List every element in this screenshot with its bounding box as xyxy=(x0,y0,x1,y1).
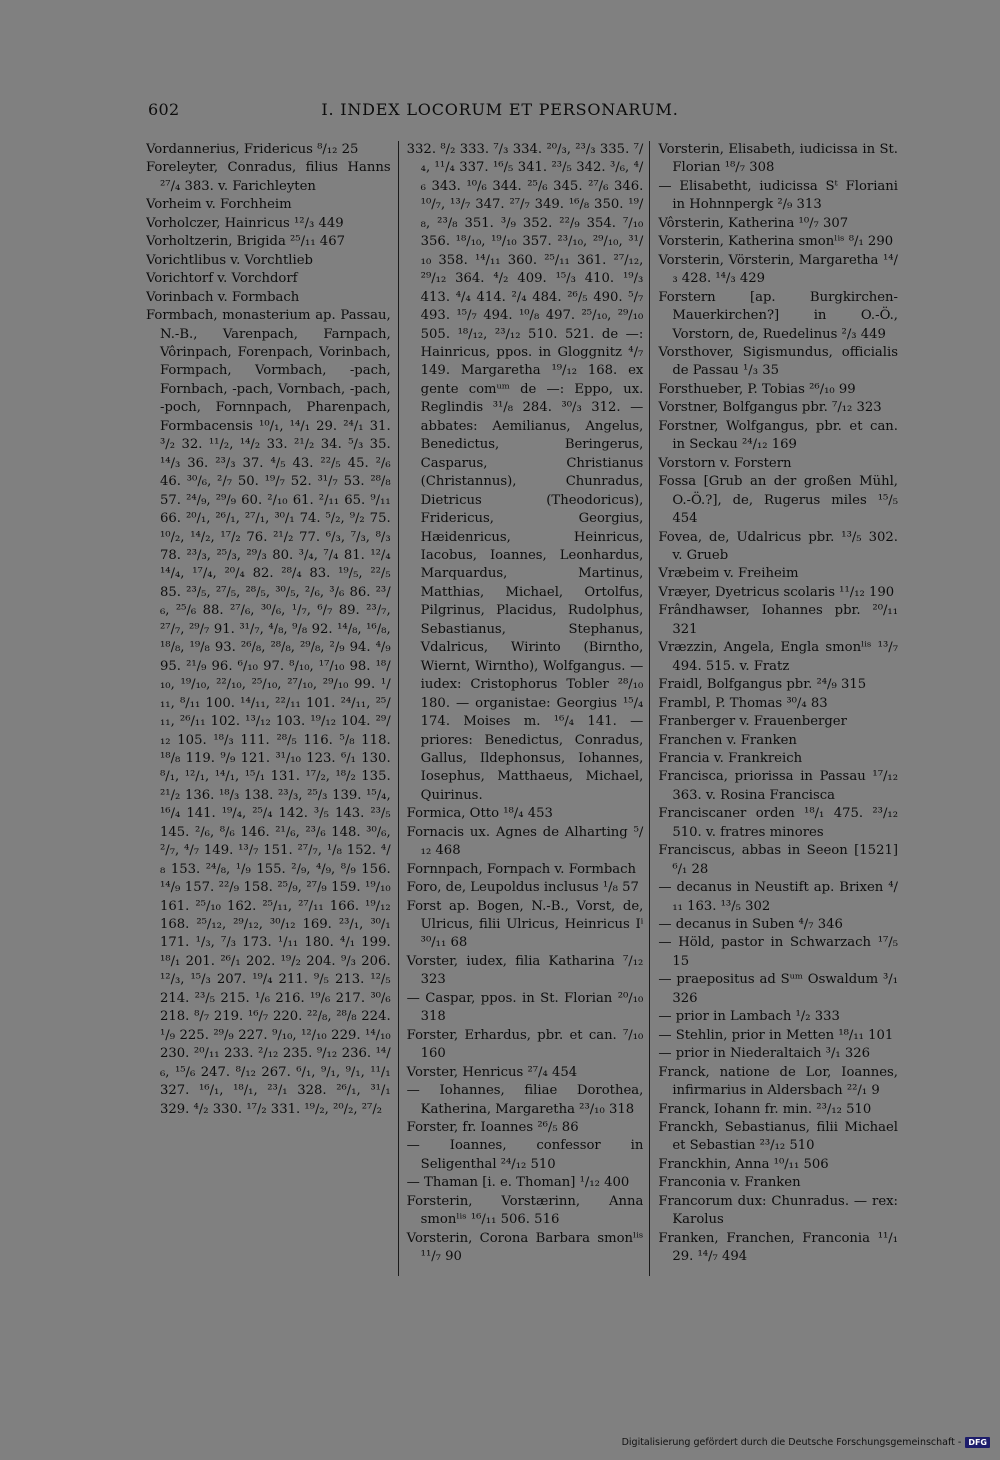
index-entry: — Höld, pastor in Schwarzach ¹⁷/₅ 15 xyxy=(658,935,898,969)
index-entry: Vorichtlibus v. Vorchtlieb xyxy=(146,252,313,268)
index-entry: Vorichtorf v. Vorchdorf xyxy=(146,271,298,287)
index-entry: Vorsterin, Elisabeth, iudicissa in St. Florian ¹⁸/₇ 308 xyxy=(658,142,898,176)
index-entry: — Elisabetht, iudicissa Sᵗ Floriani in Hohnnpergk ²/₉ 313 xyxy=(658,178,898,213)
index-entry: Vorstner, Bolfgangus pbr. ⁷/₁₂ 323 xyxy=(658,400,882,416)
index-entry: Vorster, Henricus ²⁷/₄ 454 xyxy=(406,1064,578,1080)
index-entry: Fornacis ux. Agnes de Alharting ⁵/₁₂ 468 xyxy=(406,824,644,859)
index-entry: Franck, Iohann fr. min. ²³/₁₂ 510 xyxy=(658,1101,872,1117)
index-column-1 xyxy=(146,141,398,1276)
index-entry: — praepositus ad Sᵘᵐ Oswaldum ³/₁ 326 xyxy=(658,972,898,1006)
index-entry: — Thaman [i. e. Thoman] ¹/₁₂ 400 xyxy=(406,1175,630,1191)
index-entry: Vræbeim v. Freiheim xyxy=(658,566,799,582)
index-entry: Forst ap. Bogen, N.-B., Vorst, de, Ulricus, filii Ulricus, Heinricus Iⁱ ³⁰/₁₁ 68 xyxy=(406,898,644,951)
page-header xyxy=(148,100,852,124)
index-entry: Vorsterin, Vörsterin, Margaretha ¹⁴/₃ 428. ¹⁴/₃ 429 xyxy=(658,252,898,287)
index-entry: Forsterin, Vorstærinn, Anna smonˡⁱˢ ¹⁶/₁₁ 506. 516 xyxy=(406,1193,644,1228)
index-entry: Frambl, P. Thomas ³⁰/₄ 83 xyxy=(658,695,828,711)
index-entry: Vorheim v. Forchheim xyxy=(146,197,292,213)
index-entry: Foreleyter, Conradus, filius Hanns ²⁷/₄ 383. v. Farichleyten xyxy=(146,160,391,194)
index-entry: Francia v. Frankreich xyxy=(658,750,803,766)
index-entry: Francorum dux: Chunradus. — rex: Karolus xyxy=(658,1193,898,1228)
index-entry: Franconia v. Franken xyxy=(658,1175,801,1191)
index-entry: Formbach, monasterium ap. Passau, N.-B., Varenpach, Farnpach, Vôrinpach, Forenpach, Vorinbach, Formpach, Vormbach, -pach, Fornbach, -pach, Vornbach, -pach, -poch, Fornnpach, Pharenpach, Formbacensis ¹⁰/₁, ¹⁴/₁ 29. ²⁴/₁ 31. ³/₂ 32. ¹¹/₂, ¹⁴/₂ 33. ²¹/₂ 34. ⁵/₃ 35. ¹⁴/₃ 36. ²³/₃ 37. ⁴/₅ 43. ²²/₅ 45. ²/₆ 46. ³⁰/₆, ²/₇ 50. ¹⁹/₇ 52. ³¹/₇ 53. ²⁸/₈ 57. ²⁴/₉, ²⁹/₉ 60. ²/₁₀ 61. ²/₁₁ 65. ⁹/₁₁ 66. ²⁰/₁, ²⁶/₁, ²⁷/₁, ³⁰/₁ 74. ⁵/₂, ⁹/₂ 75. ¹⁰/₂, ¹⁴/₂, ¹⁷/₂ 76. ²¹/₂ 77. ⁶/₃, ⁷/₃, ⁸/₃ 78. ²³/₃, ²⁵/₃, ²⁹/₃ 80. ³/₄, ⁷/₄ 81. ¹²/₄ ¹⁴/₄, ¹⁷/₄, ²⁰/₄ 82. ²⁸/₄ 83. ¹⁹/₅, ²²/₅ 85. ²³/₅, ²⁷/₅, ²⁸/₅, ³⁰/₅, ²/₆, ³/₆ 86. ²³/₆, ²⁵/₆ 88. ²⁷/₆, ³⁰/₆, ¹/₇, ⁶/₇ 89. ²³/₇, ²⁷/₇, ²⁹/₇ 91. ³¹/₇, ⁴/₈, ⁹/₈ 92. ¹⁴/₈, ¹⁶/₈, ¹⁸/₈, ¹⁹/₈ 93. ²⁶/₈, ²⁸/₈, ²⁹/₈, ²/₉ 94. ⁴/₉ 95. ²¹/₉ 96. ⁶/₁₀ 97. ⁸/₁₀, ¹⁷/₁₀ 98. ¹⁸/₁₀, ¹⁹/₁₀, ²²/₁₀, ²⁵/₁₀, ²⁷/₁₀, ²⁹/₁₀ 99. ¹/₁₁, ⁸/₁₁ 100. ¹⁴/₁₁, ²²/₁₁ 101. ²⁴/₁₁, ²⁵/₁₁, ²⁶/₁₁ 102. ¹³/₁₂ 103. ¹⁹/₁₂ 104. ²⁹/₁₂ 105. ¹⁸/₃ 111. ²⁸/₅ 116. ⁵/₈ 118. ¹⁸/₈ 119. ⁹/₉ 121. ³¹/₁₀ 123. ⁶/₁ 130. ⁸/₁, ¹²/₁, ¹⁴/₁, ¹⁵/₁ 131. ¹⁷/₂, ¹⁸/₂ 135. ²¹/₂ 136. ¹⁸/₃ 138. ²³/₃, ²⁵/₃ 139. ¹⁵/₄, ¹⁶/₄ 141. ¹⁹/₄, ²⁵/₄ 142. ³/₅ 143. ²³/₅ 145. ²/₆, ⁸/₆ 146. ²¹/₆, ²³/₆ 148. ³⁰/₆, ²/₇, ⁴/₇ 149. ¹³/₇ 151. ²⁷/₇, ¹/₈ 152. ⁴/₈ 153. ²⁴/₈, ¹/₉ 155. ²/₉, ⁴/₉, ⁸/₉ 156. ¹⁴/₉ 157. ²²/₉ 158. ²⁵/₉, ²⁷/₉ 159. ¹⁹/₁₀ 161. ²⁵/₁₀ 162. ²⁵/₁₁, ²⁷/₁₁ 166. ¹⁹/₁₂ 168. ²⁵/₁₂, ²⁹/₁₂, ³⁰/₁₂ 169. ²³/₁, ³⁰/₁ 171. ¹/₃, ⁷/₃ 173. ¹/₁₁ 180. ⁴/₁ 199. ¹⁸/₁ 201. ²⁶/₁ 202. ¹⁹/₂ 204. ⁹/₃ 206. ¹²/₃, ¹⁵/₃ 207. ¹⁹/₄ 211. ⁹/₅ 213. ¹²/₅ 214. ²³/₅ 215. ¹/₆ 216. ¹⁹/₆ 217. ³⁰/₆ 218. ⁸/₇ 219. ¹⁶/₇ 220. ²²/₈, ²⁸/₈ 224. ¹/₉ 225. ²⁹/₉ 227. ⁹/₁₀, ¹²/₁₀ 229. ¹⁴/₁₀ 230. ²⁰/₁₁ 233. ²/₁₂ 235. ⁹/₁₂ 236. ¹⁴/₆, ¹⁵/₆ 247. ⁸/₁₂ 267. ⁶/₁, ⁹/₁, ⁹/₁, ¹¹/₁ 327. ¹⁶/₁, ¹⁸/₁, ²³/₁ 328. ²⁶/₁, ³¹/₁ 329. ⁴/₂ 330. ¹⁷/₂ 331. ¹⁹/₂, ²⁰/₂, ²⁷/₂ xyxy=(146,308,391,1117)
index-entry: Vorster, iudex, filia Katharina ⁷/₁₂ 323 xyxy=(406,953,644,988)
page-number: 602 xyxy=(148,100,180,119)
index-entry: — prior in Niederaltaich ³/₁ 326 xyxy=(658,1046,871,1062)
index-entry: Fossa [Grub an der großen Mühl, O.-Ö.?], de, Rugerus miles ¹⁵/₅ 454 xyxy=(658,474,898,527)
index-entry: Fornnpach, Fornpach v. Formbach xyxy=(406,861,637,877)
footer xyxy=(600,1434,990,1450)
index-entry: Vorsterin, Katherina smonˡⁱˢ ⁸/₁ 290 xyxy=(658,234,894,250)
index-entry: — Ioannes, confessor in Seligenthal ²⁴/₁₂ 510 xyxy=(406,1138,644,1172)
index-entry: Franckhin, Anna ¹⁰/₁₁ 506 xyxy=(658,1156,829,1172)
index-column-3 xyxy=(649,141,898,1276)
index-entry: Vorinbach v. Formbach xyxy=(146,289,300,305)
index-entry: — decanus in Suben ⁴/₇ 346 xyxy=(658,917,843,933)
index-entry: 332. ⁸/₂ 333. ⁷/₃ 334. ²⁰/₃, ²³/₃ 335. ⁷/₄, ¹¹/₄ 337. ¹⁶/₅ 341. ²³/₅ 342. ³/₆, ⁴/₆ 343. ¹⁰/₆ 344. ²⁵/₆ 345. ²⁷/₆ 346. ¹⁰/₇, ¹³/₇ 347. ²⁷/₇ 349. ¹⁶/₈ 350. ¹⁹/₈, ²³/₈ 351. ³/₉ 352. ²²/₉ 354. ⁷/₁₀ 356. ¹⁸/₁₀, ¹⁹/₁₀ 357. ²³/₁₀, ²⁹/₁₀, ³¹/₁₀ 358. ¹⁴/₁₁ 360. ²⁵/₁₁ 361. ²⁷/₁₂, ²⁹/₁₂ 364. ⁴/₂ 409. ¹⁵/₃ 410. ¹⁹/₃ 413. ⁴/₄ 414. ²/₄ 484. ²⁶/₅ 490. ⁵/₇ 493. ¹⁵/₇ 494. ¹⁰/₈ 497. ²⁵/₁₀, ²⁹/₁₀ 505. ¹⁸/₁₂, ²³/₁₂ 510. 521. de —: Hainricus, ppos. in Gloggnitz ⁴/₇ 149. Margaretha ¹⁹/₁₂ 168. ex gente comᵘᵐ de —: Eppo, ux. Reglindis ³¹/₈ 284. ³⁰/₃ 312. — abbates: Aemilianus, Angelus, Benedictus, Beringerus, Casparus, Christianus (Christannus), Chunradus, Dietricus (Theodoricus), Fridericus, Georgius, Hæidenricus, Heinricus, Iacobus, Ioannes, Leonhardus, Marquardus, Martinus, Matthias, Michael, Ortolfus, Pilgrinus, Placidus, Rudolphus, Sebastianus, Stephanus, Vdalricus, Wirinto (Birntho, Wiernt, Wirntho), Wolfgangus. — iudex: Cristophorus Tobler ²⁸/₁₀ 180. — organistae: Georgius ¹⁵/₄ 174. Moises m. ¹⁶/₄ 141. — priores: Benedictus, Conradus, Gallus, Ildephonsus, Iohannes, Iosephus, Matthaeus, Michael, Quirinus. xyxy=(406,142,644,803)
index-entry: Formica, Otto ¹⁸/₄ 453 xyxy=(406,806,553,822)
index-entry: Franberger v. Frauenberger xyxy=(658,714,847,730)
index-entry: Forstern [ap. Burgkirchen-Mauerkirchen?] in O.-Ö., Vorstorn, de, Ruedelinus ²/₃ 449 xyxy=(658,289,898,342)
index-entry: — Stehlin, prior in Metten ¹⁸/₁₁ 101 xyxy=(658,1027,894,1043)
index-columns xyxy=(146,141,898,1276)
index-entry: Vræzzin, Angela, Engla smonˡⁱˢ ¹³/₇ 494. 515. v. Fratz xyxy=(658,640,898,674)
index-entry: Vorholtzerin, Brigida ²⁵/₁₁ 467 xyxy=(146,234,345,250)
index-entry: Vordannerius, Fridericus ⁸/₁₂ 25 xyxy=(146,142,359,157)
index-entry: Fovea, de, Udalricus pbr. ¹³/₅ 302. v. Grueb xyxy=(658,529,898,563)
index-entry: Vorsthover, Sigismundus, officialis de Passau ¹/₃ 35 xyxy=(658,344,898,379)
index-entry: Franckh, Sebastianus, filii Michael et Sebastian ²³/₁₂ 510 xyxy=(658,1120,898,1154)
dfg-logo: DFG xyxy=(965,1437,990,1448)
footer-credit: Digitalisierung gefördert durch die Deutsche Forschungsgemeinschaft - xyxy=(621,1436,962,1448)
index-column-2 xyxy=(398,141,650,1276)
index-entry: Vorstorn v. Forstern xyxy=(658,455,792,471)
index-entry: Frândhawser, Iohannes pbr. ²⁰/₁₁ 321 xyxy=(658,603,898,637)
index-entry: Franken, Franchen, Franconia ¹¹/₁ 29. ¹⁴/₇ 494 xyxy=(658,1230,898,1265)
index-entry: Franck, natione de Lor, Ioannes, infirmarius in Aldersbach ²²/₁ 9 xyxy=(658,1064,898,1099)
index-entry: Foro, de, Leupoldus inclusus ¹/₈ 57 xyxy=(406,880,639,896)
index-entry: — decanus in Neustift ap. Brixen ⁴/₁₁ 163. ¹³/₅ 302 xyxy=(658,880,898,914)
index-entry: Franciscaner orden ¹⁸/₁ 475. ²³/₁₂ 510. v. fratres minores xyxy=(658,806,898,840)
index-entry: Vræyer, Dyetricus scolaris ¹¹/₁₂ 190 xyxy=(658,584,895,600)
index-entry: — Iohannes, filiae Dorothea, Katherina, Margaretha ²³/₁₀ 318 xyxy=(406,1083,644,1117)
index-entry: — prior in Lambach ¹/₂ 333 xyxy=(658,1009,840,1025)
page-title: I. INDEX LOCORUM ET PERSONARUM. xyxy=(321,100,679,119)
index-entry: — Caspar, ppos. in St. Florian ²⁰/₁₀ 318 xyxy=(406,990,644,1025)
index-entry: Vorsterin, Corona Barbara smonˡⁱˢ ¹¹/₇ 90 xyxy=(406,1230,644,1265)
index-entry: Forster, fr. Ioannes ²⁶/₅ 86 xyxy=(406,1120,579,1136)
index-entry: Vorholczer, Hainricus ¹²/₃ 449 xyxy=(146,215,344,231)
index-entry: Forstner, Wolfgangus, pbr. et can. in Seckau ²⁴/₁₂ 169 xyxy=(658,418,898,453)
index-entry: Francisca, priorissa in Passau ¹⁷/₁₂ 363. v. Rosina Francisca xyxy=(658,769,898,803)
index-entry: Forsthueber, P. Tobias ²⁶/₁₀ 99 xyxy=(658,381,856,397)
index-entry: Vôrsterin, Katherina ¹⁰/₇ 307 xyxy=(658,215,849,231)
index-entry: Forster, Erhardus, pbr. et can. ⁷/₁₀ 160 xyxy=(406,1027,644,1062)
index-entry: Fraidl, Bolfgangus pbr. ²⁴/₉ 315 xyxy=(658,677,867,693)
index-entry: Franciscus, abbas in Seeon [1521] ⁶/₁ 28 xyxy=(658,843,898,877)
index-entry: Franchen v. Franken xyxy=(658,732,797,748)
